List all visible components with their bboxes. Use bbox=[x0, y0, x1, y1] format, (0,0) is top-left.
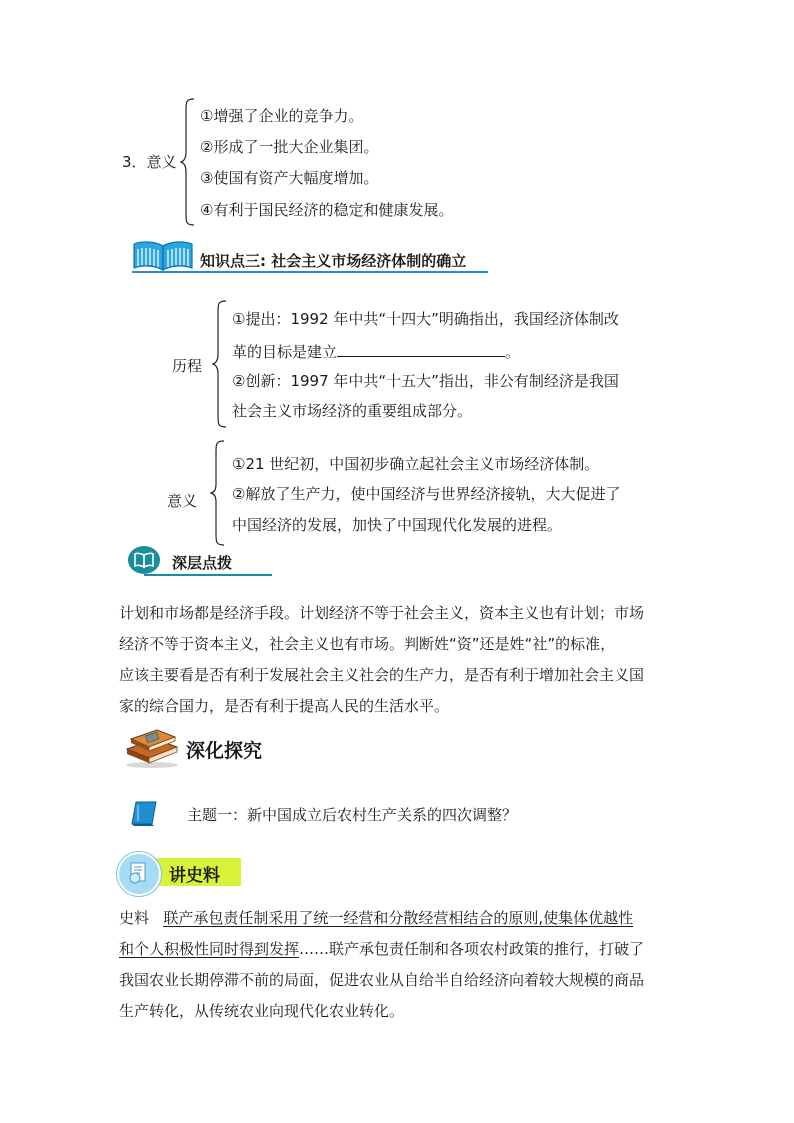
history-line-1 bbox=[119, 903, 644, 934]
process-brace bbox=[212, 300, 228, 428]
process-line-2-end: 。 bbox=[505, 343, 521, 361]
significance-brace bbox=[210, 440, 226, 546]
scroll-icon bbox=[123, 860, 153, 886]
section3-item-1: ①增强了企业的竞争力。 bbox=[200, 107, 364, 125]
kp3-underline bbox=[132, 271, 488, 273]
section3-brace bbox=[180, 98, 196, 226]
history-line-3: 我国农业长期停滞不前的局面，促进农业从自给半自给经济向着较大规模的商品 bbox=[119, 971, 645, 989]
deep-line-1: 计划和市场都是经济手段。计划经济不等于社会主义，资本主义也有计划；市场 bbox=[119, 604, 645, 622]
process-label: 历程 bbox=[172, 357, 203, 375]
deep-line-4: 家的综合国力，是否有利于提高人民的生活水平。 bbox=[119, 697, 450, 715]
process-line-3: ②创新：1997 年中共“十五大”指出，非公有制经济是我国 bbox=[232, 372, 619, 390]
history-line-2-underlined: 和个人积极性同时得到发挥 bbox=[119, 940, 300, 958]
open-book-icon bbox=[132, 240, 194, 272]
history-badge-label: 讲史料 bbox=[169, 866, 220, 886]
deep-paragraph bbox=[119, 598, 644, 722]
section3-label: 3．意义 bbox=[122, 153, 177, 171]
topic-text: 主题一：新中国成立后农村生产关系的四次调整？ bbox=[187, 806, 518, 824]
significance-line-2: ②解放了生产力，使中国经济与世界经济接轨，大大促进了 bbox=[232, 485, 621, 503]
deep-line-2: 经济不等于资本主义，社会主义也有市场。判断姓“资”还是姓“社”的标准， bbox=[119, 635, 616, 653]
section3-item-2: ②形成了一批大企业集团。 bbox=[200, 138, 379, 156]
section3-item-4: ④有利于国民经济的稳定和健康发展。 bbox=[200, 201, 454, 219]
section3-item-3: ③使国有资产大幅度增加。 bbox=[200, 169, 379, 187]
process-line-4: 社会主义市场经济的重要组成部分。 bbox=[232, 402, 473, 420]
history-line-4: 生产转化，从传统农业向现代化农业转化。 bbox=[119, 1002, 405, 1020]
significance-label: 意义 bbox=[167, 492, 198, 510]
closed-book-icon bbox=[121, 725, 181, 769]
deep-underline bbox=[144, 574, 272, 576]
significance-line-1: ①21 世纪初，中国初步确立起社会主义市场经济体制。 bbox=[232, 455, 600, 473]
history-badge bbox=[117, 852, 241, 892]
history-label: 史料 bbox=[119, 909, 150, 927]
kp3-header bbox=[132, 240, 488, 274]
deep-title: 深层点拨 bbox=[172, 554, 233, 572]
fill-in-blank[interactable] bbox=[337, 340, 505, 357]
process-line-1: ①提出：1992 年中共“十四大”明确指出，我国经济体制改 bbox=[232, 310, 619, 328]
history-paragraph bbox=[119, 903, 644, 1027]
kp3-title: 知识点三: 社会主义市场经济体制的确立 bbox=[200, 252, 467, 270]
process-line-2 bbox=[232, 340, 520, 362]
deep-header bbox=[128, 544, 272, 578]
book-badge-icon bbox=[128, 546, 160, 574]
history-line-2 bbox=[119, 934, 644, 965]
notebook-icon bbox=[128, 799, 160, 827]
process-line-2-text: 革的目标是建立 bbox=[232, 343, 338, 361]
explore-title: 深化探究 bbox=[186, 740, 263, 762]
deep-line-3: 应该主要看是否有利于发展社会主义社会的生产力，是否有利于增加社会主义国 bbox=[119, 666, 645, 684]
history-line-1-underlined: 联产承包责任制采用了统一经营和分散经营相结合的原则,使集体优越性 bbox=[163, 909, 634, 927]
significance-line-3: 中国经济的发展，加快了中国现代化发展的进程。 bbox=[232, 516, 563, 534]
history-line-2-rest: ……联产承包责任制和各项农村政策的推行，打破了 bbox=[299, 940, 645, 958]
